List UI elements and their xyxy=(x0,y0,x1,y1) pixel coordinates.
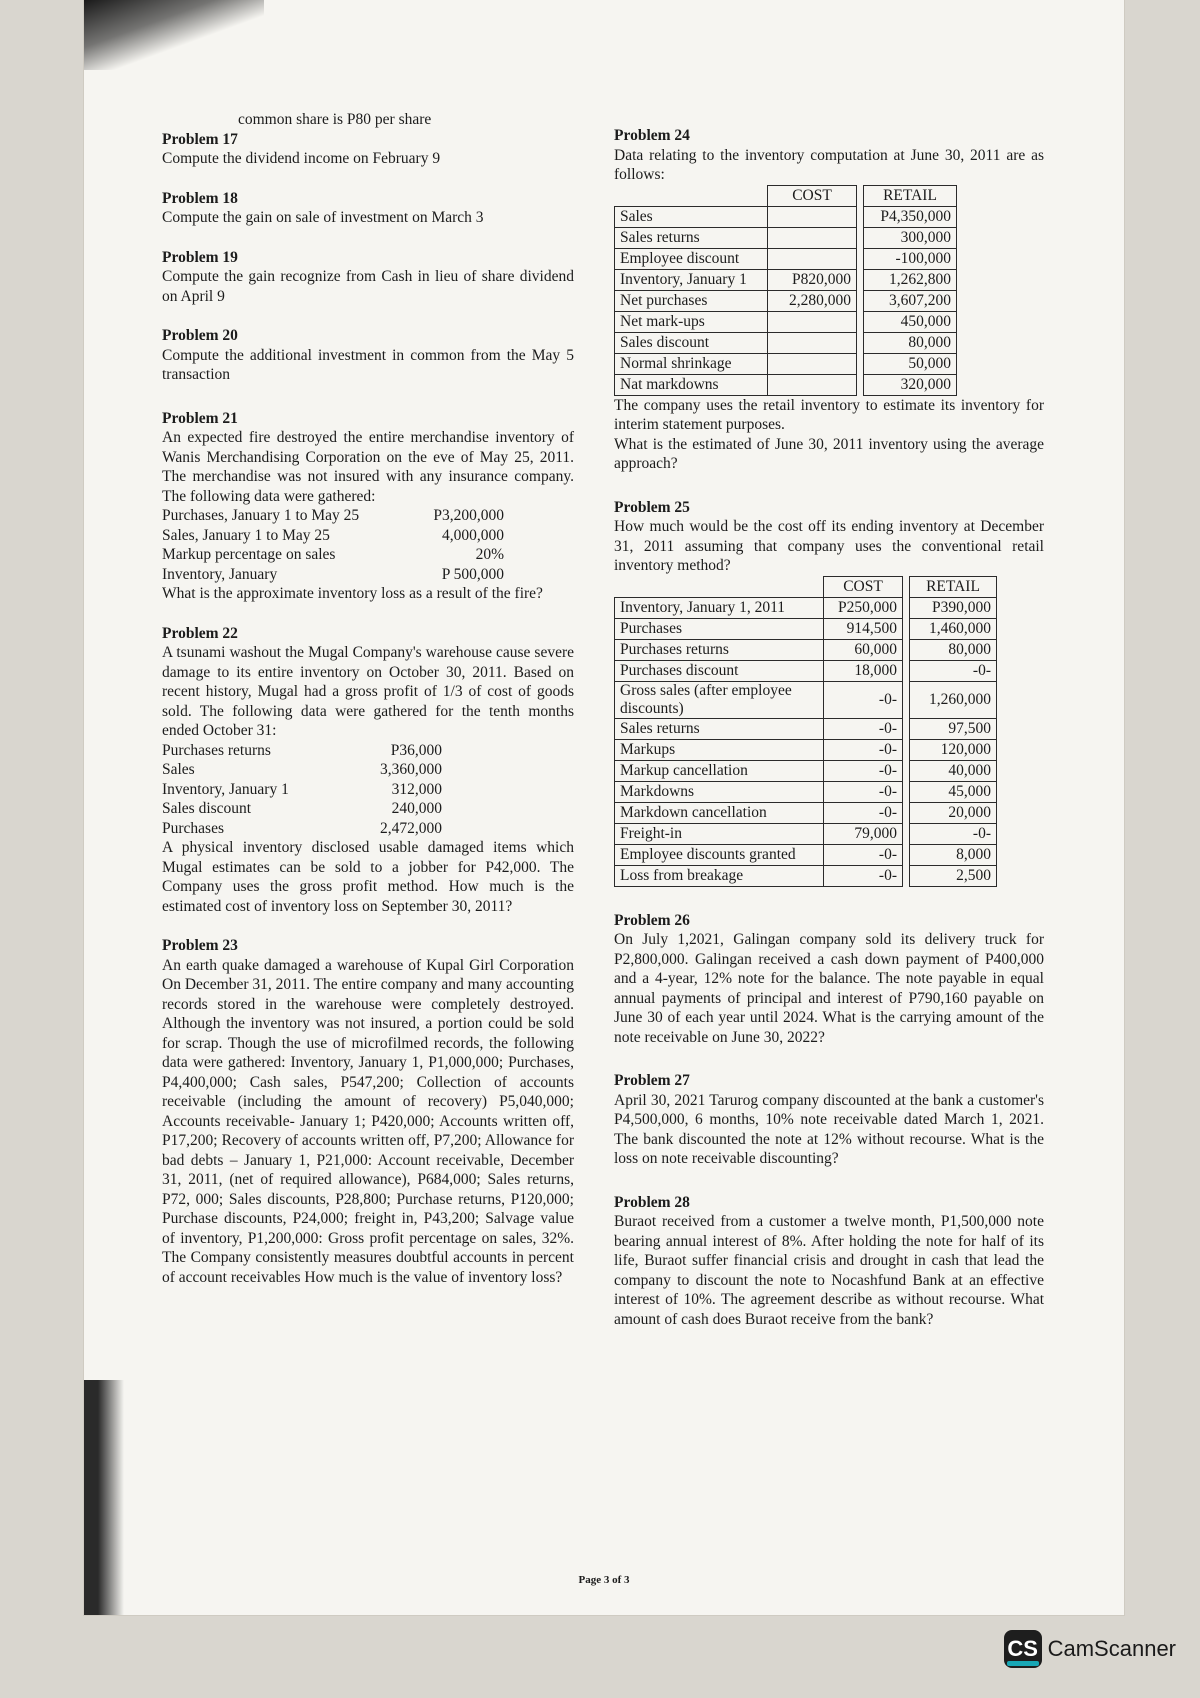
data-value: P36,000 xyxy=(390,741,442,759)
data-label: Purchases returns xyxy=(162,741,271,759)
problem-27-title: Problem 27 xyxy=(614,1072,690,1089)
row-retail: 300,000 xyxy=(864,227,957,248)
problem-20-title: Problem 20 xyxy=(162,327,238,344)
problem-27-text: April 30, 2021 Tarurog company discounted at the bank a customer's P4,500,000, 6 months, 10% note receivable dated March 1, 2021. The bank discounted the note at 12% without recourse. What is the loss on note receivable discounting? xyxy=(614,1091,1044,1167)
problem-25-title: Problem 25 xyxy=(614,498,690,516)
data-label: Markup percentage on sales xyxy=(162,546,336,563)
row-retail: -0- xyxy=(910,823,997,844)
problem-21-data-list xyxy=(162,506,574,584)
problem-28-text: Buraot received from a customer a twelve month, P1,500,000 note bearing annual interest of 8%. After holding the note for half of its life, Buraot suffer financial crisis and drought in cash that lead the company to discount the note to Nocashfund Bank at an effective interest of 10%. The agreement describe as without recourse. What amount of cash does Buraot receive from the bank? xyxy=(614,1213,1044,1328)
table-row xyxy=(615,597,997,618)
problem-22-text: A tsunami washout the Mugal Company's warehouse cause severe damage to its entire inventory on October 30, 2011. Based on recent history, Mugal had a gross profit of 1/3 of cost of goods sold. The following data were gathered for the tenth months ended October 31: xyxy=(162,644,574,739)
problem-24-intro: Data relating to the inventory computation at June 30, 2011 are as follows: xyxy=(614,146,1044,183)
data-value: 2,472,000 xyxy=(380,819,442,837)
header-blank xyxy=(615,576,824,597)
row-label: Markdowns xyxy=(615,781,824,802)
problem-24-question: What is the estimated of June 30, 2011 inventory using the average approach? xyxy=(614,435,1044,472)
table-row xyxy=(615,844,997,865)
table-row xyxy=(615,802,997,823)
table-row xyxy=(615,739,997,760)
problem-23-text: An earth quake damaged a warehouse of Kupal Girl Corporation On December 31, 2011. The entire company and many accounting records stored in the warehouse were completely destroyed. Although the inventory was not insured, a portion could be sold for scrap. Though the use of microfilmed records, the following data were gathered: Inventory, January 1, P1,000,000; Purchases, P4,400,000; Cash sales, P547,200; Collection of accounts receivable (including the amount of recovery) P5,040,000; Accounts receivable- January 1; P420,000; Accounts written off, P17,200; Recovery of accounts written off, P7,200; Allowance for bad debts – January 1, P21,000: Account receivable, December 31, 2011, (net of required allowance), P684,000; Sales returns, P72, 000; Sales discounts, P28,800; Purchase returns, P120,000; Purchase discounts, P24,000; freight in, P43,200; Salvage value of inventory, P1,200,000: Gross profit percentage on sales, 32%. The Company consistently measures doubtful accounts in percent of account receivables How much is the value of inventory loss? xyxy=(162,956,574,1286)
row-label: Markups xyxy=(615,739,824,760)
row-cost: -0- xyxy=(824,718,903,739)
row-retail: 1,262,800 xyxy=(864,269,957,290)
scan-shadow-top xyxy=(84,0,264,70)
row-retail: 45,000 xyxy=(910,781,997,802)
row-cost: 18,000 xyxy=(824,660,903,681)
header-cost: COST xyxy=(824,576,903,597)
header-retail: RETAIL xyxy=(910,576,997,597)
row-label: Net purchases xyxy=(615,290,768,311)
row-label: Sales returns xyxy=(615,227,768,248)
table-row xyxy=(615,681,997,718)
row-retail: 20,000 xyxy=(910,802,997,823)
row-cost: -0- xyxy=(824,802,903,823)
table-row xyxy=(615,290,957,311)
row-cost xyxy=(768,374,857,395)
row-label: Markup cancellation xyxy=(615,760,824,781)
problem-24-table xyxy=(614,185,957,396)
row-cost xyxy=(768,206,857,227)
row-label: Markdown cancellation xyxy=(615,802,824,823)
table-row xyxy=(615,718,997,739)
table-row xyxy=(615,618,997,639)
row-cost xyxy=(768,311,857,332)
data-label: Sales, January 1 to May 25 xyxy=(162,526,330,544)
row-retail: -0- xyxy=(910,660,997,681)
row-cost: -0- xyxy=(824,681,903,718)
row-label: Inventory, January 1 xyxy=(615,269,768,290)
left-column xyxy=(162,110,574,1287)
table-row xyxy=(615,206,957,227)
problem-26-text: On July 1,2021, Galingan company sold its delivery truck for P2,800,000. Galingan received a cash down payment of P400,000 and a 4-year, 12% note for the balance. The note payable in equal annual payments of principal and interest of P790,160 payable on June 30 of each year until 2024. What is the carrying amount of the note receivable on June 30, 2022? xyxy=(614,931,1044,1046)
data-value: 20% xyxy=(475,546,504,563)
table-row xyxy=(615,865,997,886)
right-column xyxy=(614,110,1044,1329)
row-cost: -0- xyxy=(824,844,903,865)
problem-18-title: Problem 18 xyxy=(162,189,238,207)
row-retail: -100,000 xyxy=(864,248,957,269)
problem-22-data-list xyxy=(162,741,574,839)
camscanner-text: CamScanner xyxy=(1047,1636,1176,1661)
row-retail: 1,460,000 xyxy=(910,618,997,639)
header-retail: RETAIL xyxy=(864,185,957,206)
problem-17-title: Problem 17 xyxy=(162,130,238,148)
row-label: Purchases returns xyxy=(615,639,824,660)
table-row xyxy=(615,332,957,353)
table-row xyxy=(615,269,957,290)
row-retail: 97,500 xyxy=(910,718,997,739)
row-label: Sales discount xyxy=(615,332,768,353)
table-row xyxy=(615,660,997,681)
table-row xyxy=(615,781,997,802)
problem-24-after: The company uses the retail inventory to estimate its inventory for interim statement purposes. xyxy=(614,396,1044,433)
row-retail: 320,000 xyxy=(864,374,957,395)
data-label: Purchases xyxy=(162,819,224,837)
row-label: Loss from breakage xyxy=(615,865,824,886)
data-label: Purchases, January 1 to May 25 xyxy=(162,507,360,524)
header-cost: COST xyxy=(768,185,857,206)
row-retail: 80,000 xyxy=(910,639,997,660)
row-cost: 79,000 xyxy=(824,823,903,844)
row-retail: 40,000 xyxy=(910,760,997,781)
page-number: Page 3 of 3 xyxy=(578,1574,630,1586)
row-retail: 450,000 xyxy=(864,311,957,332)
row-label: Net mark-ups xyxy=(615,311,768,332)
problem-28-title: Problem 28 xyxy=(614,1193,690,1211)
row-cost: P250,000 xyxy=(824,597,903,618)
row-cost: 2,280,000 xyxy=(768,290,857,311)
data-value: P3,200,000 xyxy=(433,507,504,524)
problem-26-title: Problem 26 xyxy=(614,911,690,929)
data-label: Inventory, January xyxy=(162,565,278,583)
scanned-page xyxy=(84,0,1124,1615)
row-label: Gross sales (after employee discounts) xyxy=(615,681,824,718)
problem-25-intro: How much would be the cost off its ending inventory at December 31, 2011 assuming that company uses the conventional retail inventory method? xyxy=(614,518,1044,574)
problem-24-title: Problem 24 xyxy=(614,127,690,144)
problem-21-question: What is the approximate inventory loss as a result of the fire? xyxy=(162,585,543,602)
camscanner-logo-icon: CS xyxy=(1004,1630,1042,1668)
row-cost xyxy=(768,353,857,374)
row-label: Purchases xyxy=(615,618,824,639)
row-retail: 3,607,200 xyxy=(864,290,957,311)
scan-shadow-left xyxy=(84,1380,124,1615)
data-label: Inventory, January 1 xyxy=(162,780,289,798)
problem-21-text: An expected fire destroyed the entire merchandise inventory of Wanis Merchandising Corporation on the eve of May 25, 2011. The merchandise was not insured with any insurance company. The following data were gathered: xyxy=(162,429,574,505)
table-row xyxy=(615,639,997,660)
table-row xyxy=(615,760,997,781)
header-blank xyxy=(615,185,768,206)
problem-17-text: Compute the dividend income on February 9 xyxy=(162,150,441,167)
row-label: Employee discounts granted xyxy=(615,844,824,865)
data-value: P 500,000 xyxy=(441,565,504,583)
table-row xyxy=(615,374,957,395)
problem-19-text: Compute the gain recognize from Cash in lieu of share dividend on April 9 xyxy=(162,268,574,305)
row-retail: 80,000 xyxy=(864,332,957,353)
row-cost: -0- xyxy=(824,781,903,802)
problem-18-text: Compute the gain on sale of investment on March 3 xyxy=(162,209,484,226)
row-label: Sales xyxy=(615,206,768,227)
row-retail: 1,260,000 xyxy=(910,681,997,718)
problem-21-title: Problem 21 xyxy=(162,409,238,427)
table-row xyxy=(615,248,957,269)
row-cost: -0- xyxy=(824,760,903,781)
row-cost: -0- xyxy=(824,865,903,886)
problem-22-question: A physical inventory disclosed usable damaged items which Mugal estimates can be sold to a jobber for P42,000. The Company uses the gross profit method. How much is the estimated cost of inventory loss on September 30, 2011? xyxy=(162,839,574,915)
table-header-row xyxy=(615,576,997,597)
data-label: Sales xyxy=(162,761,195,778)
row-retail: P4,350,000 xyxy=(864,206,957,227)
camscanner-watermark xyxy=(1004,1630,1176,1668)
row-cost: P820,000 xyxy=(768,269,857,290)
row-cost: 914,500 xyxy=(824,618,903,639)
table-row xyxy=(615,353,957,374)
head-note: common share is P80 per share xyxy=(238,111,432,128)
row-retail: 120,000 xyxy=(910,739,997,760)
row-cost: 60,000 xyxy=(824,639,903,660)
row-cost xyxy=(768,227,857,248)
data-value: 312,000 xyxy=(391,780,442,798)
row-label: Nat markdowns xyxy=(615,374,768,395)
table-row xyxy=(615,227,957,248)
row-cost: -0- xyxy=(824,739,903,760)
data-value: 240,000 xyxy=(391,800,442,817)
data-value: 4,000,000 xyxy=(442,526,504,544)
row-label: Normal shrinkage xyxy=(615,353,768,374)
data-label: Sales discount xyxy=(162,800,252,817)
row-cost xyxy=(768,332,857,353)
row-retail: P390,000 xyxy=(910,597,997,618)
row-retail: 50,000 xyxy=(864,353,957,374)
data-value: 3,360,000 xyxy=(380,761,442,778)
problem-25-table xyxy=(614,576,997,887)
row-label: Freight-in xyxy=(615,823,824,844)
row-cost xyxy=(768,248,857,269)
problem-22-title: Problem 22 xyxy=(162,624,238,642)
problem-19-title: Problem 19 xyxy=(162,248,238,266)
table-row xyxy=(615,823,997,844)
table-row xyxy=(615,311,957,332)
row-retail: 8,000 xyxy=(910,844,997,865)
row-label: Purchases discount xyxy=(615,660,824,681)
problem-20-text: Compute the additional investment in common from the May 5 transaction xyxy=(162,346,574,383)
row-retail: 2,500 xyxy=(910,865,997,886)
problem-23-title: Problem 23 xyxy=(162,937,238,954)
table-header-row xyxy=(615,185,957,206)
row-label: Employee discount xyxy=(615,248,768,269)
row-label: Sales returns xyxy=(615,718,824,739)
row-label: Inventory, January 1, 2011 xyxy=(615,597,824,618)
